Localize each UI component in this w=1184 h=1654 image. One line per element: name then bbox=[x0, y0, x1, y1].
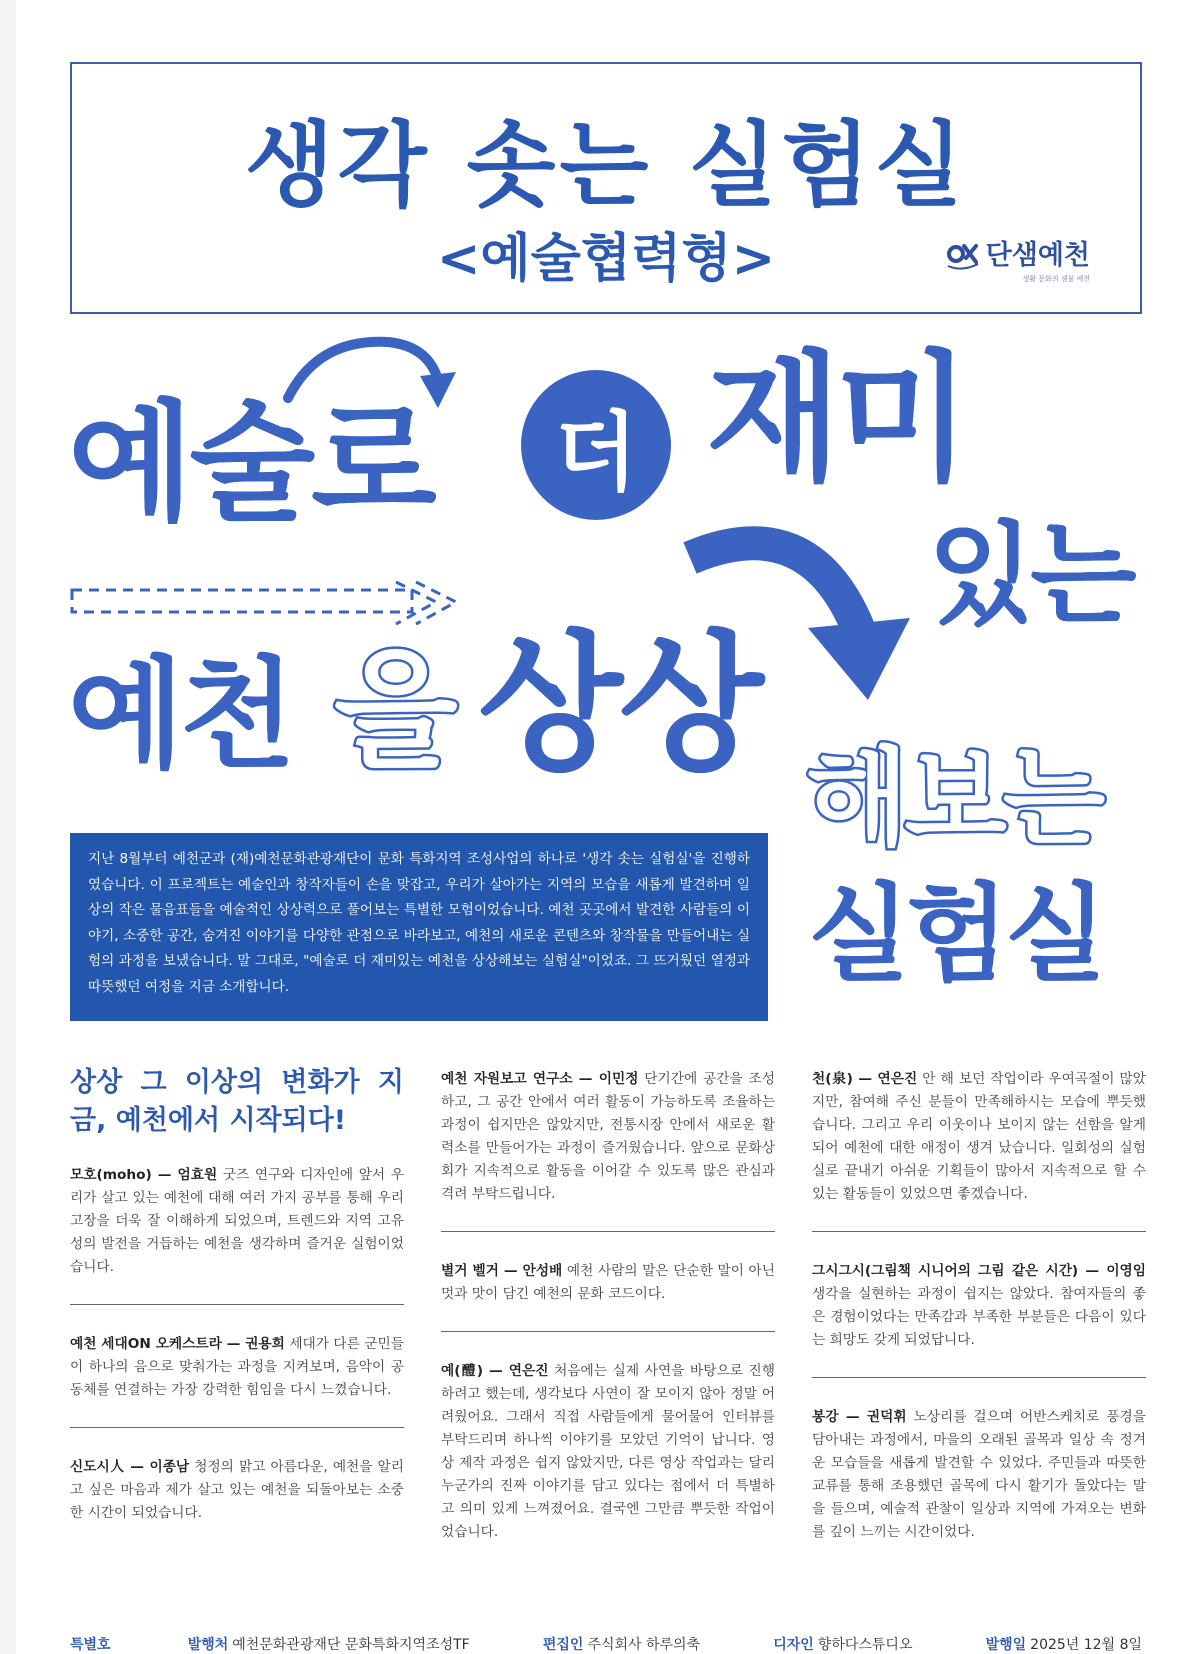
footer-design: 디자인 향하다스튜디오 bbox=[773, 1637, 913, 1653]
page-title: 생각 솟는 실험실 bbox=[244, 112, 968, 219]
testimonial-text: 예천 사람의 말은 단순한 말이 아닌 멋과 맛이 담긴 예천의 문화 코드이다. bbox=[441, 1263, 776, 1302]
testimonial bbox=[812, 1260, 1146, 1352]
testimonial bbox=[812, 1068, 1146, 1206]
title-box bbox=[70, 62, 1142, 314]
divider bbox=[70, 1427, 404, 1428]
testimonial bbox=[70, 1456, 404, 1525]
testimonial bbox=[441, 1260, 775, 1306]
logo bbox=[946, 239, 1090, 283]
testimonial bbox=[441, 1068, 775, 1206]
divider bbox=[812, 1231, 1146, 1232]
page bbox=[16, 0, 1184, 1654]
testimonial-text: 단기간에 공간을 조성하고, 그 공간 안에서 여러 활동이 가능하도록 조율하는 과정이 쉽지만은 않았지만, 전통시장 안에서 새로운 활력소를 만들어가는 과정이 즐거웠습니다. 앞으로 문화상회가 지속적으로 활동을 이어갈 수 있도록 많은 관심과 격려 부탁드립니다. bbox=[441, 1071, 775, 1202]
testimonial-author: 모호(moho) — 엄효원 bbox=[70, 1167, 218, 1183]
testimonial-text: 노상리를 걸으며 어반스케치로 풍경을 담아내는 과정에서, 마을의 오래된 골목과 일상 속 정겨운 모습들을 새롭게 발견할 수 있었다. 주민들과 따뜻한 교류를 통해 조용했던 골목에 다시 활기가 돌았다는 말을 들으며, 예술적 관찰이 일상과 지역에 가져오는 변화를 깊이 느끼는 시간이었다. bbox=[812, 1409, 1146, 1540]
footer-date: 발행일 2025년 12월 8일 bbox=[985, 1637, 1142, 1653]
testimonial-text: 처음에는 실제 사연을 바탕으로 진행 하려고 했는데, 생각보다 사연이 잘 모이지 않아 정말 어려웠어요. 그래서 직접 사람들에게 물어물어 인터뷰를 부탁드리며 하나씩 이야기를 모았던 기억이 납니다. 영상 제작 과정은 쉽지 않았지만, 다른 영상 작업과는 달리 누군가의 진짜 이야기를 담고 있다는 점에서 더 특별하고 의미 있게 느껴졌어요. 결국엔 그만큼 뿌듯한 작업이었습니다. bbox=[441, 1363, 775, 1540]
intro-box: 지난 8월부터 예천군과 (재)예천문화관광재단이 문화 특화지역 조성사업의 하나로 '생각 솟는 실험실'을 진행하였습니다. 이 프로젝트는 예술인과 창작자들이 손을 맞잡고, 우리가 살아가는 지역의 모습을 새롭게 발견하며 일상의 작은 물음표들을 예술적인 상상력으로 풀어보는 특별한 모험이었습니다. 예천 곳곳에서 발견한 사람들의 이야기, 소중한 공간, 숨겨진 이야기를 다양한 관점으로 바라보고, 예천의 새로운 콘텐츠와 창작물을 만들어내는 실험의 과정을 보냈습니다. 말 그대로, "예술로 더 재미있는 예천을 상상해보는 실험실"이었죠. 그 뜨거웠던 열정과 따뜻했던 여정을 지금 소개합니다. bbox=[70, 833, 768, 1021]
hero-word-3: 재미 bbox=[706, 338, 965, 501]
testimonial-author: 신도시人 — 이종남 bbox=[70, 1459, 190, 1475]
column-3 bbox=[812, 1068, 1146, 1544]
section-headline: 상상 그 이상의 변화가 지금, 예천에서 시작되다! bbox=[70, 1067, 404, 1136]
logo-mark-icon bbox=[946, 240, 980, 270]
hero-word-4: 있는 bbox=[928, 511, 1133, 639]
testimonial-author: 그시그시(그림책 시니어의 그림 같은 시간) — 이영임 bbox=[812, 1263, 1146, 1279]
testimonial-author: 봉강 — 권덕휘 bbox=[812, 1409, 907, 1425]
footer-editor: 편집인 주식회사 하루의축 bbox=[542, 1637, 701, 1653]
hero-word-7: 상상 bbox=[478, 618, 760, 792]
column-2 bbox=[441, 1068, 775, 1544]
divider bbox=[441, 1231, 775, 1232]
page-subtitle: <예술협력형> bbox=[436, 229, 776, 289]
footer-publisher: 발행처 예천문화관광재단 문화특화지역조성TF bbox=[187, 1637, 470, 1653]
hero-word-8: 해보는 bbox=[806, 737, 1102, 860]
testimonial-text: 굿즈 연구와 디자인에 앞서 우리가 살고 있는 예천에 대해 여러 가지 공부를 통해 우리 고장을 더욱 잘 이해하게 되었으며, 트렌드와 지역 고유성의 발전을 거듭하는 예천을 생각하며 즐거운 실험이었습니다. bbox=[70, 1167, 404, 1275]
hero-word-5: 예천 bbox=[68, 646, 292, 785]
footer bbox=[70, 1634, 1142, 1654]
testimonial-author: 천(泉) — 연은진 bbox=[812, 1071, 918, 1087]
dashed-arrow-icon bbox=[70, 578, 462, 628]
testimonial bbox=[812, 1406, 1146, 1544]
testimonial-text: 청정의 맑고 아름다운, 예천을 알리고 싶은 마음과 제가 살고 있는 예천을 되돌아보는 소중한 시간이 되었습니다. bbox=[70, 1459, 405, 1521]
hero-word-6: 을 bbox=[334, 637, 458, 786]
hero-word-1: 예술로 bbox=[68, 387, 433, 539]
testimonial bbox=[70, 1333, 404, 1402]
testimonial-text: 세대가 다른 군민들이 하나의 음으로 맞춰가는 과정을 지켜보며, 음악이 공동체를 연결하는 가장 강력한 힘임을 다시 느꼈습니다. bbox=[70, 1336, 404, 1398]
divider bbox=[441, 1331, 775, 1332]
column-1 bbox=[70, 1068, 404, 1525]
testimonial bbox=[70, 1164, 404, 1279]
testimonial-author: 예(醴) — 연은진 bbox=[441, 1363, 549, 1379]
testimonial-text: 생각을 실현하는 과정이 쉽지는 않았다. 참여자들의 좋은 경험이었다는 만족감과 부족한 부분들은 다음이 있다는 희망도 갖게 되었답니다. bbox=[812, 1286, 1146, 1348]
divider bbox=[812, 1377, 1146, 1378]
logo-subtext: 생활 문화의 샘물 예천 bbox=[1022, 275, 1090, 283]
hero-word-2: 더 bbox=[521, 370, 671, 520]
divider bbox=[70, 1304, 404, 1305]
testimonial bbox=[441, 1360, 775, 1544]
testimonial-text: 안 해 보던 작업이라 우여곡절이 많았지만, 참여해 주신 분들이 만족해하시는 모습에 뿌듯했습니다. 그리고 우리 이웃이나 보이지 않는 선함을 알게 되어 예천에 대한 애정이 생겨 났습니다. 일회성의 실험실로 끝내기 아쉬운 기획들이 많아서 지속적으로 할 수 있는 활동들이 있었으면 좋겠습니다. bbox=[812, 1071, 1146, 1202]
footer-edition: 특별호 bbox=[70, 1637, 111, 1653]
testimonial-author: 별거 벨거 — 안성배 bbox=[441, 1263, 563, 1279]
testimonial-author: 예천 세대ON 오케스트라 — 권용희 bbox=[70, 1336, 285, 1352]
logo-text: 단샘예천 bbox=[985, 239, 1090, 271]
hero-word-9: 실험실 bbox=[808, 873, 1104, 996]
testimonial-author: 예천 자원보고 연구소 — 이민정 bbox=[441, 1071, 639, 1087]
